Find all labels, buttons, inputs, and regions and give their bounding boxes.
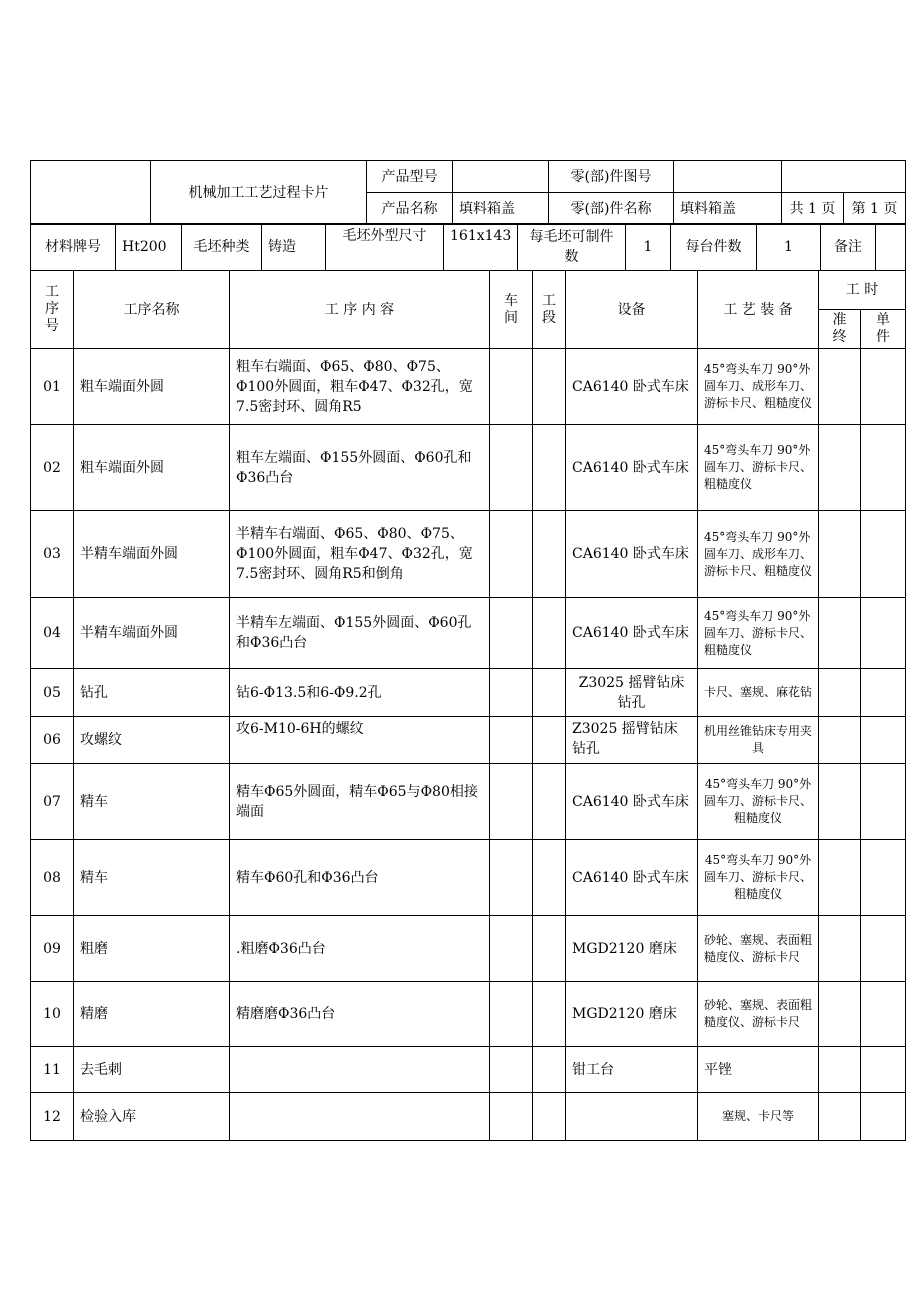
product-model-label: 产品型号 [367,161,453,193]
workshop-cell [490,1093,533,1141]
unit-time-cell [861,764,906,840]
table-row [31,669,906,717]
col-section [533,271,566,349]
workshop-cell [490,349,533,425]
blank-type-label: 毛坯种类 [182,224,262,271]
op-no: 09 [31,916,74,982]
col-equipment: 设备 [566,271,698,349]
unit-time-cell [861,840,906,916]
op-name: 钻孔 [74,669,230,717]
section-cell [533,349,566,425]
unit-time-cell [861,669,906,717]
op-no: 06 [31,717,74,764]
section-cell [533,982,566,1047]
unit-time-cell [861,511,906,598]
table-row [31,598,906,669]
section-cell [533,669,566,717]
page-number: 第 1 页 [844,193,906,225]
op-name: 精车 [74,764,230,840]
prep-time-cell [819,982,861,1047]
op-name: 检验入库 [74,1093,230,1141]
unit-time-cell [861,916,906,982]
col-unit-time-label: 单件 [876,312,890,345]
col-tooling: 工 艺 装 备 [698,271,819,349]
equipment: CA6140 卧式车床 [566,764,698,840]
prep-time-cell [819,669,861,717]
per-unit-label: 每台件数 [671,224,757,271]
op-content: 精磨磨Φ36凸台 [230,982,490,1047]
table-row [31,349,906,425]
unit-time-cell [861,1093,906,1141]
tooling: 45°弯头车刀 90°外圆车刀、成形车刀、游标卡尺、粗糙度仪 [698,511,819,598]
op-name: 粗磨 [74,916,230,982]
unit-time-cell [861,425,906,511]
prep-time-cell [819,1093,861,1141]
op-content [230,1093,490,1141]
equipment: 钳工台 [566,1047,698,1093]
part-drawing-no-label: 零(部)件图号 [549,161,674,193]
col-workshop [490,271,533,349]
op-no: 03 [31,511,74,598]
workshop-cell [490,511,533,598]
card-title: 机械加工工艺过程卡片 [151,161,367,225]
section-cell [533,717,566,764]
col-section-label: 工段 [542,292,556,326]
blank-size-value: 161x143 [444,224,518,271]
part-name-value: 填料箱盖 [674,193,782,225]
workshop-cell [490,1047,533,1093]
equipment: MGD2120 磨床 [566,916,698,982]
section-cell [533,764,566,840]
op-content: 粗车右端面、Φ65、Φ80、Φ75、Φ100外圆面，粗车Φ47、Φ32孔，宽7.5密封环、圆角R5 [230,349,490,425]
op-content: 半精车左端面、Φ155外圆面、Φ60孔和Φ36凸台 [230,598,490,669]
prep-time-cell [819,598,861,669]
op-content: 精车Φ65外圆面，精车Φ65与Φ80相接端面 [230,764,490,840]
workshop-cell [490,717,533,764]
product-model-value [453,161,549,193]
op-content: 钻6-Φ13.5和6-Φ9.2孔 [230,669,490,717]
op-name: 半精车端面外圆 [74,511,230,598]
equipment [566,1093,698,1141]
blank-type-value: 铸造 [262,224,326,271]
op-content: .粗磨Φ36凸台 [230,916,490,982]
tooling: 机用丝锥钻床专用夹具 [698,717,819,764]
op-name: 攻螺纹 [74,717,230,764]
op-content: 粗车左端面、Φ155外圆面、Φ60孔和Φ36凸台 [230,425,490,511]
tooling: 平锉 [698,1047,819,1093]
unit-time-cell [861,717,906,764]
section-cell [533,511,566,598]
table-row [31,717,906,764]
tooling: 45°弯头车刀 90°外圆车刀、成形车刀、游标卡尺、粗糙度仪 [698,349,819,425]
op-no: 11 [31,1047,74,1093]
table-row [31,764,906,840]
equipment: MGD2120 磨床 [566,982,698,1047]
prep-time-cell [819,840,861,916]
col-unit-time [861,310,906,349]
unit-time-cell [861,598,906,669]
per-unit-value: 1 [757,224,821,271]
prep-time-cell [819,717,861,764]
op-no: 01 [31,349,74,425]
process-table [30,270,906,1141]
workshop-cell [490,916,533,982]
table-row [31,840,906,916]
workshop-cell [490,840,533,916]
table-row [31,425,906,511]
col-prep-time [819,310,861,349]
tooling: 45°弯头车刀 90°外圆车刀、游标卡尺、粗糙度仪 [698,764,819,840]
tooling: 45°弯头车刀 90°外圆车刀、游标卡尺、粗糙度仪 [698,425,819,511]
tooling: 45°弯头车刀 90°外圆车刀、游标卡尺、粗糙度仪 [698,840,819,916]
prep-time-cell [819,1047,861,1093]
section-cell [533,1047,566,1093]
part-name-label: 零(部)件名称 [549,193,674,225]
blank-size-label: 毛坯外型尺寸 [326,224,444,271]
section-cell [533,840,566,916]
equipment: CA6140 卧式车床 [566,511,698,598]
equipment: CA6140 卧式车床 [566,598,698,669]
table-row [31,1047,906,1093]
equipment: CA6140 卧式车床 [566,349,698,425]
workshop-cell [490,764,533,840]
op-no: 02 [31,425,74,511]
per-blank-label: 每毛坯可制件数 [518,224,626,271]
col-op-no [31,271,74,349]
section-cell [533,916,566,982]
section-cell [533,598,566,669]
remark-value [876,224,906,271]
unit-time-cell [861,349,906,425]
tooling: 塞规、卡尺等 [698,1093,819,1141]
prep-time-cell [819,425,861,511]
product-name-label: 产品名称 [367,193,453,225]
prep-time-cell [819,916,861,982]
tooling: 卡尺、塞规、麻花钻 [698,669,819,717]
op-no: 12 [31,1093,74,1141]
material-table [30,223,906,271]
part-drawing-no-value [674,161,782,193]
tooling: 砂轮、塞规、表面粗糙度仪、游标卡尺 [698,916,819,982]
material-value: Ht200 [116,224,182,271]
op-content: 精车Φ60孔和Φ36凸台 [230,840,490,916]
product-name-value: 填料箱盖 [453,193,549,225]
col-op-name: 工序名称 [74,271,230,349]
workshop-cell [490,598,533,669]
unit-time-cell [861,982,906,1047]
table-row [31,511,906,598]
workshop-cell [490,669,533,717]
prep-time-cell [819,349,861,425]
workshop-cell [490,982,533,1047]
header-blank-cell [31,161,151,225]
col-op-no-label: 工序号 [45,284,59,334]
section-cell [533,425,566,511]
section-cell [533,1093,566,1141]
op-no: 07 [31,764,74,840]
per-blank-value: 1 [626,224,671,271]
header-blank-right [782,161,906,193]
op-no: 08 [31,840,74,916]
op-content [230,1047,490,1093]
col-op-content: 工 序 内 容 [230,271,490,349]
op-name: 去毛刺 [74,1047,230,1093]
equipment: Z3025 摇臂钻床钻孔 [566,669,698,717]
op-name: 精车 [74,840,230,916]
table-row [31,982,906,1047]
card-header-table [30,160,906,225]
op-no: 05 [31,669,74,717]
col-prep-time-label: 准终 [832,312,847,345]
op-name: 粗车端面外圆 [74,349,230,425]
table-row [31,916,906,982]
equipment: CA6140 卧式车床 [566,840,698,916]
prep-time-cell [819,764,861,840]
col-workshop-label: 车间 [504,292,518,326]
col-time: 工 时 [819,271,906,310]
unit-time-cell [861,1047,906,1093]
equipment: CA6140 卧式车床 [566,425,698,511]
prep-time-cell [819,511,861,598]
workshop-cell [490,425,533,511]
op-no: 10 [31,982,74,1047]
op-content: 攻6-M10-6H的螺纹 [230,717,490,764]
tooling: 45°弯头车刀 90°外圆车刀、游标卡尺、粗糙度仪 [698,598,819,669]
total-pages: 共 1 页 [782,193,844,225]
op-content: 半精车右端面、Φ65、Φ80、Φ75、Φ100外圆面，粗车Φ47、Φ32孔，宽7.5密封环、圆角R5和倒角 [230,511,490,598]
tooling: 砂轮、塞规、表面粗糙度仪、游标卡尺 [698,982,819,1047]
op-name: 粗车端面外圆 [74,425,230,511]
op-no: 04 [31,598,74,669]
op-name: 半精车端面外圆 [74,598,230,669]
table-row [31,1093,906,1141]
material-label: 材料牌号 [31,224,116,271]
op-name: 精磨 [74,982,230,1047]
remark-label: 备注 [821,224,876,271]
equipment: Z3025 摇臂钻床钻孔 [566,717,698,764]
